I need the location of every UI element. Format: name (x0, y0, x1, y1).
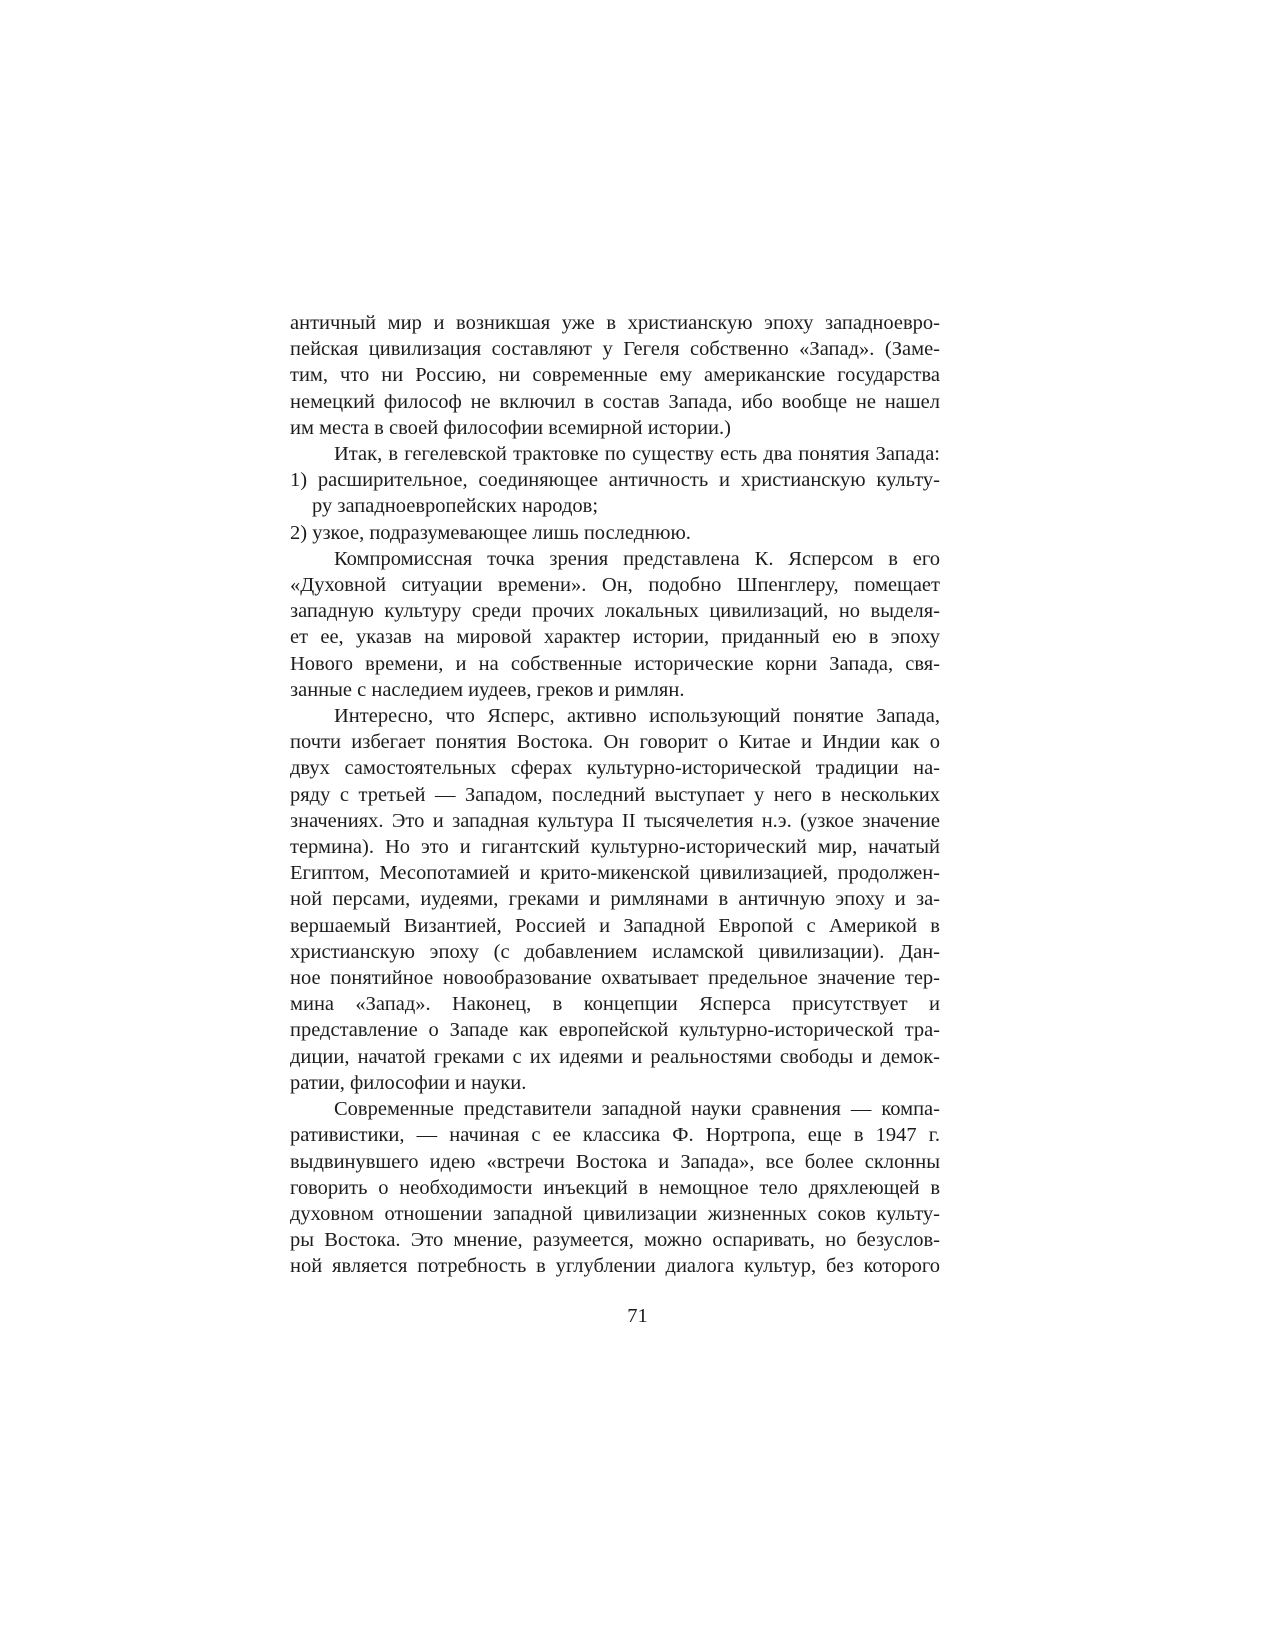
text-line: занные с наследием иудеев, греков и римлян. (290, 678, 685, 701)
text-line: ет ее, указав на мировой характер истории, приданный ею в эпоху (290, 626, 940, 649)
list-item-2: 2) узкое, подразумевающее лишь последнюю. (290, 521, 691, 544)
text-line: Египтом, Месопотамией и крито-микенской цивилизацией, продолжен- (290, 862, 940, 885)
text-line: пейская цивилизация составляют у Гегеля собственно «Запад». (Заме- (290, 338, 940, 361)
text-line: ряду с третьей — Западом, последний выступает у него в нескольких (290, 783, 940, 806)
text-line: почти избегает понятия Востока. Он говорит о Китае и Индии как о (290, 731, 940, 754)
text-line: христианскую эпоху (с добавлением исламской цивилизации). Дан- (290, 940, 940, 963)
text-line: Интересно, что Ясперс, активно использующий понятие Запада, (334, 705, 940, 728)
text-line: говорить о необходимости инъекций в немощное тело дряхлеющей в (290, 1176, 940, 1199)
text-line: вершаемый Византией, Россией и Западной Европой с Америкой в (290, 914, 940, 937)
text-line: тим, что ни Россию, ни современные ему американские государства (290, 364, 940, 387)
text-line: ратии, философии и науки. (290, 1071, 527, 1094)
text-line: ной является потребность в углублении диалога культур, без которого (290, 1255, 940, 1278)
text-line: западную культуру среди прочих локальных цивилизаций, но выделя- (290, 600, 940, 623)
page-number: 71 (627, 1305, 648, 1327)
text-line: ной персами, иудеями, греками и римлянами в античную эпоху и за- (290, 888, 940, 911)
body-text (290, 310, 940, 1280)
list-item-1-continued: ру западноевропейских народов; (312, 495, 599, 518)
text-line: мина «Запад». Наконец, в концепции Ясперса присутствует и (290, 993, 940, 1016)
text-line: значениях. Это и западная культура II тысячелетия н.э. (узкое значение (290, 809, 940, 832)
list-item-1: 1) расширительное, соединяющее античность и христианскую культу- (290, 469, 940, 492)
text-line: ное понятийное новообразование охватывает предельное значение тер- (290, 967, 940, 990)
text-line: двух самостоятельных сферах культурно-исторической традиции на- (290, 757, 940, 780)
text-line: представление о Западе как европейской культурно-исторической тра- (290, 1019, 940, 1042)
text-line: Итак, в гегелевской трактовке по существу есть два понятия Запада: (334, 443, 940, 466)
text-line: античный мир и возникшая уже в христианскую эпоху западноевро- (290, 312, 940, 334)
text-line: немецкий философ не включил в состав Запада, ибо вообще не нашел (290, 390, 940, 413)
text-line: диции, начатой греками с их идеями и реальностями свободы и демок- (290, 1045, 940, 1068)
text-line: Нового времени, и на собственные исторические корни Запада, свя- (290, 652, 940, 675)
text-line: «Духовной ситуации времени». Он, подобно Шпенглеру, помещает (290, 574, 940, 597)
text-line: им места в своей философии всемирной истории.) (290, 416, 731, 439)
text-line: ры Востока. Это мнение, разумеется, можно оспаривать, но безуслов- (290, 1229, 940, 1252)
text-line: духовном отношении западной цивилизации жизненных соков культу- (290, 1202, 940, 1225)
text-line: термина). Но это и гигантский культурно-исторический мир, начатый (290, 836, 940, 859)
text-line: ративистики, — начиная с ее классика Ф. Нортропа, еще в 1947 г. (290, 1124, 940, 1147)
text-line: Современные представители западной науки сравнения — компа- (334, 1098, 940, 1121)
text-line: выдвинувшего идею «встречи Востока и Запада», все более склонны (290, 1150, 940, 1173)
text-line: Компромиссная точка зрения представлена К. Ясперсом в его (334, 547, 940, 570)
